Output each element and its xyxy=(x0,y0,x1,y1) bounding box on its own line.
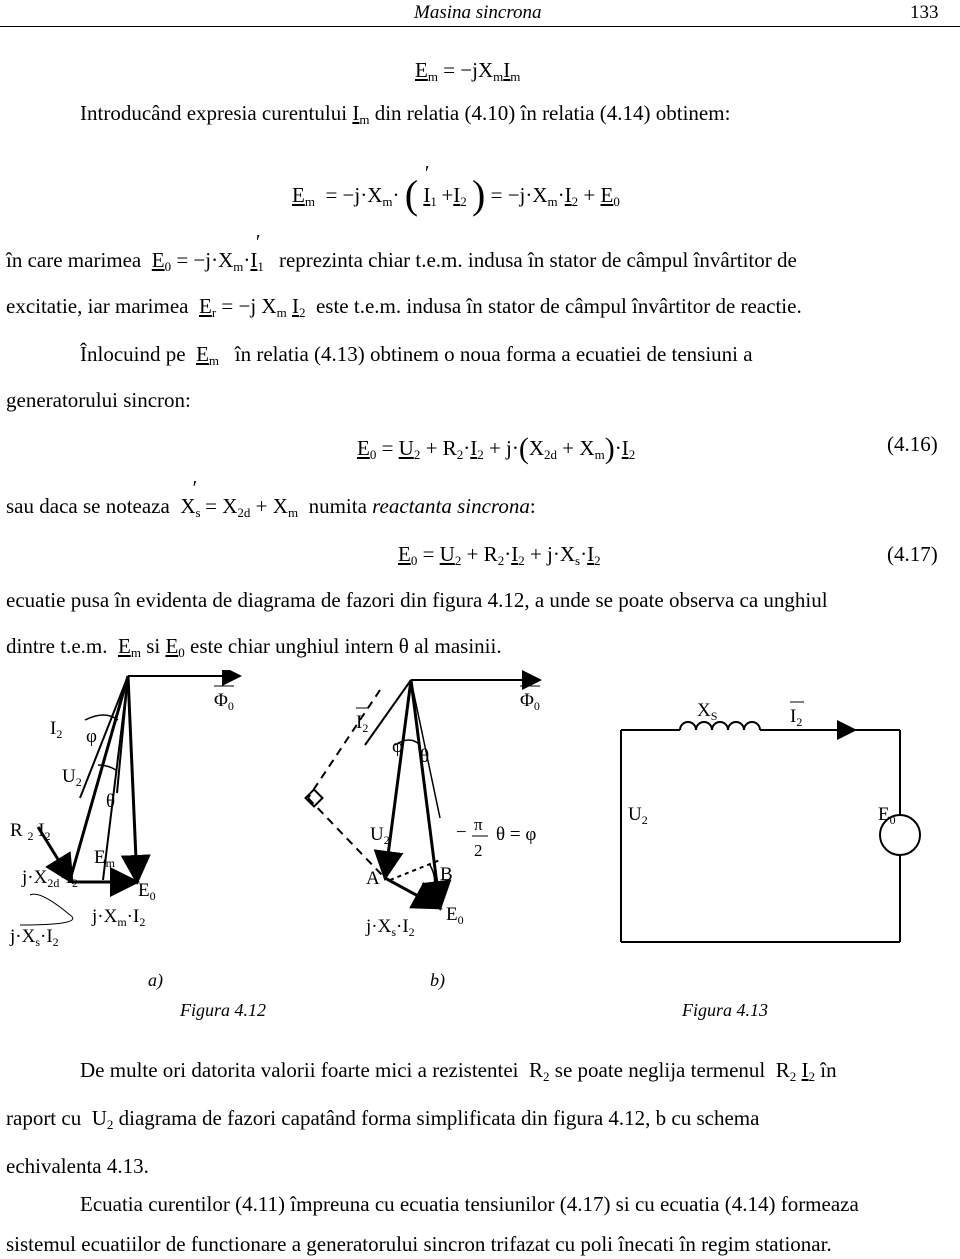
label-two: 2 xyxy=(474,841,483,860)
label-a: A xyxy=(366,868,380,889)
paragraph-2: în care marimea $E_0 = -j\cdot X_m\cdot I_1'$ reprezinta chiar t.e.m. indusa în stator de câmpul învârtitor de xyxy=(6,230,797,274)
page-number: 133 xyxy=(910,2,939,23)
paragraph-9: De multe ori datorita valorii foarte mici a rezistentei $R_2$ se poate neglija termenul $R_2$ $I_2$ în xyxy=(80,1058,837,1084)
equation-em-expanded: $E_m = -j\cdot X_m\cdot$ ( $I_1'+I_2$ ) = $-j\cdot X_m\cdot I_2 + E_0$ xyxy=(292,161,620,217)
label-u2-b: $U_2$ xyxy=(370,824,390,847)
label-phi-a: φ xyxy=(86,726,97,747)
p3-text-a: excitatie, iar marimea xyxy=(6,294,189,318)
running-title: Masina sincrona xyxy=(414,2,542,23)
paragraph-5: generatorului sincron: xyxy=(6,388,191,412)
equation-4-17: $E_0 = U_2 + R_2\cdot I_2 + j\cdot X_s\cdot I_2$ xyxy=(398,542,601,568)
paragraph-8: dintre t.e.m. $E_m$ si $E_0$ este chiar unghiul intern θ al masinii. xyxy=(6,634,502,660)
paragraph-12: Ecuatia curentilor (4.11) împreuna cu ecuatia tensiunilor (4.17) si cu ecuatia (4.14) formeaza xyxy=(80,1192,859,1216)
label-jx2d-i2: $j\cdot X_{2d}\cdot I_2$ xyxy=(22,867,78,890)
paragraph-7: ecuatie pusa în evidenta de diagrama de fazori din figura 4.12, a unde se poate observa ca unghiul xyxy=(6,588,828,612)
p2-text-b: reprezinta chiar t.e.m. indusa în stator de câmpul învârtitor de xyxy=(278,248,797,272)
page-header xyxy=(0,0,960,26)
equation-number-4-16: (4.16) xyxy=(887,432,938,456)
equation-number-4-17: (4.17) xyxy=(887,542,938,566)
p4-text-a: Înlocuind pe xyxy=(80,342,186,366)
p6-term: reactanta sincrona xyxy=(372,494,530,518)
label-pi: π xyxy=(474,815,483,834)
paragraph-10: raport cu $U_2$ diagrama de fazori capatând forma simplificata din figura 4.12, b cu schema xyxy=(6,1106,760,1132)
p4-text-b: în relatia (4.13) obtinem o noua forma a ecuatiei de tensiuni a xyxy=(234,342,753,366)
label-i2-b: $I_2$ xyxy=(356,712,369,735)
p9-text-c: în xyxy=(820,1058,837,1082)
label-e0-circuit: $E_0$ xyxy=(878,804,896,827)
label-jxm-i2: $j\cdot X_m\cdot I_2$ xyxy=(92,906,146,929)
p8-text-c: este chiar unghiul intern θ al masinii. xyxy=(190,634,502,658)
p8-text-a: dintre t.e.m. xyxy=(6,634,108,658)
phasor-diagram-b xyxy=(306,680,540,908)
paragraph-13: sistemul ecuatiilor de functionare a generatorului sincron trifazat cu poli înecati în regim stationar. xyxy=(6,1232,832,1256)
label-u2-circuit: $U_2$ xyxy=(628,804,648,827)
figures xyxy=(0,670,960,1030)
paragraph-3: excitatie, iar marimea $E_r = -j$ $X_m$ $I_2$ este t.e.m. indusa în stator de câmpul învârtitor de reactie. xyxy=(6,294,802,320)
figure-caption-4-13: Figura 4.13 xyxy=(682,1000,769,1020)
p3-text-b: este t.e.m. indusa în stator de câmpul învârtitor de reactie. xyxy=(315,294,802,318)
label-phi0-b: $\Phi_0$ xyxy=(520,690,540,713)
p6-text-a: sau daca se noteaza xyxy=(6,494,170,518)
label-theta-eq-phi: θ = φ xyxy=(496,824,537,845)
intro-text-rest: din relatia (4.10) în relatia (4.14) obtinem: xyxy=(374,101,731,125)
paragraph-6: sau daca se noteaza $X_s'= X_{2d} + X_m$ numita reactanta sincrona: xyxy=(6,476,536,520)
paragraph-4: Înlocuind pe $E_m$ în relatia (4.13) obtinem o noua forma a ecuatiei de tensiuni a xyxy=(80,342,753,368)
p6-text-b: numita xyxy=(308,494,367,518)
label-phi-b: φ xyxy=(392,736,403,757)
label-xs: $X_S$ xyxy=(697,700,718,723)
equation-4-16: $E_0 = U_2 + R_2\cdot I_2 + j\cdot(X_{2d} + X_m)\cdot I_2$ xyxy=(357,432,636,465)
p9-text-a: De multe ori datorita valorii foarte mici a rezistentei xyxy=(80,1058,519,1082)
intro-text: Introducând expresia curentului xyxy=(80,101,348,125)
p10-text-a: raport cu xyxy=(6,1106,82,1130)
header-rule xyxy=(0,26,960,27)
paragraph-intro: Introducând expresia curentului $I_m$ din relatia (4.10) în relatia (4.14) obtinem: xyxy=(80,101,731,127)
paragraph-11: echivalenta 4.13. xyxy=(6,1154,149,1178)
p8-text-b: si xyxy=(146,634,161,658)
fig-b-label: b) xyxy=(430,970,445,990)
fig-a-label: a) xyxy=(148,970,163,990)
circuit-labels xyxy=(628,700,896,827)
label-b: B xyxy=(440,864,453,885)
intro-symbol: I xyxy=(352,101,360,125)
label-em: $E_m$ xyxy=(94,847,115,870)
p9-text-b: se poate neglija termenul xyxy=(554,1058,766,1082)
phasor-labels-b xyxy=(356,686,540,939)
label-e0-a: $E_0$ xyxy=(138,880,156,903)
label-theta-a: θ xyxy=(106,791,116,812)
equivalent-circuit xyxy=(621,722,920,942)
label-jxs-i2-b: $j\cdot X_s\cdot I_2$ xyxy=(366,916,415,939)
label-theta-b: θ xyxy=(420,746,430,767)
figure-caption-4-12: Figura 4.12 xyxy=(180,1000,267,1020)
label-i2-circuit: $I_2$ xyxy=(790,706,803,729)
label-i2-a: $I_2$ xyxy=(50,718,63,741)
label-e0-b: $E_0$ xyxy=(446,904,464,927)
label-pi-theta-phi: − xyxy=(456,822,467,843)
equation-em: $E_m = -jX_mI_m$ xyxy=(415,58,521,84)
label-r2i2: R $_2$ $I_2$ xyxy=(10,820,51,843)
label-phi0-a: $\Phi_0$ xyxy=(214,690,234,713)
p10-text-b: diagrama de fazori capatând forma simplificata din figura 4.12, b cu schema xyxy=(118,1106,760,1130)
label-u2-a: $U_2$ xyxy=(62,766,82,789)
p2-text-a: în care marimea xyxy=(6,248,142,272)
label-jxs-i2-a: $j\cdot X_s\cdot I_2$ xyxy=(10,926,59,949)
